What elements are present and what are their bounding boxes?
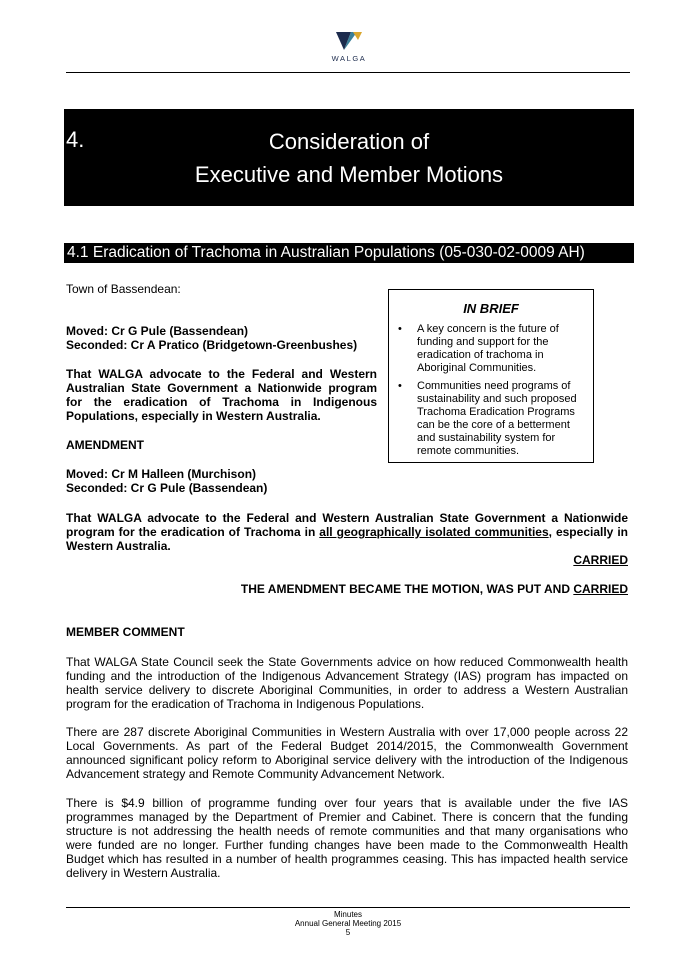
footer-line2: Annual General Meeting 2015 <box>294 919 402 928</box>
amended-motion-underlined: all geographically isolated communities <box>319 525 549 539</box>
carried-text: CARRIED <box>573 553 628 567</box>
member-comment-heading: MEMBER COMMENT <box>66 625 185 639</box>
result-text: THE AMENDMENT BECAME THE MOTION, WAS PUT AND <box>240 582 574 596</box>
in-brief-item-text: Communities need programs of sustainability and such proposed Trachoma Eradication Programs can be the core of a betterment and sustainability system for remote communities. <box>417 380 577 457</box>
section-title-line1: Consideration of <box>268 129 430 154</box>
bullet-icon: • <box>398 380 402 392</box>
mover-block <box>66 324 376 352</box>
logo-text: WALGA <box>331 54 367 63</box>
amendment-seconded-by: Seconded: Cr G Pule (Bassendean) <box>66 481 268 495</box>
amended-motion-part1: That WALGA advocate to the Federal and Western Australian State Government a Nationwide program for the eradication of Trachoma in <box>66 511 628 539</box>
amended-motion-text <box>66 511 628 553</box>
walga-logo <box>318 30 380 66</box>
in-brief-item-text: A key concern is the future of funding and support for the eradication of trachoma in Aboriginal Communities. <box>417 323 559 374</box>
comment-paragraph: That WALGA State Council seek the State Governments advice on how reduced Commonwealth health funding and the introduction of the Indigenous Advancement Strategy (IAS) program has impacted on health service delivery to discrete Aboriginal Communities, in order to address a Western Australian program for the eradication of Trachoma in Indigenous Populations. <box>66 655 628 711</box>
carried-label <box>66 553 628 567</box>
footer-divider <box>66 907 630 908</box>
bullet-icon: • <box>398 323 402 335</box>
section-banner <box>64 109 634 206</box>
amendment-mover-block <box>66 467 376 495</box>
proposer: Town of Bassendean: <box>66 282 181 296</box>
walga-logo-icon <box>334 30 364 52</box>
motion-text: That WALGA advocate to the Federal and Western Australian State Government a Nationwide program for the eradication of Trachoma in Indigenous Populations, especially in Western Australia. <box>66 367 377 423</box>
section-title-line2: Executive and Member Motions <box>194 162 504 187</box>
in-brief-list <box>389 323 589 463</box>
seconded-by: Seconded: Cr A Pratico (Bridgetown-Greenbushes) <box>66 338 358 352</box>
header-divider <box>66 72 630 73</box>
comment-paragraph: There is $4.9 billion of programme funding over four years that is available under the five IAS programmes managed by the Department of Premier and Cabinet. There is concern that the funding structure is not addressing the health needs of remote communities and that many organisations who were funded are no longer. Further funding changes have been made to the Commonwealth Health Budget which has resulted in a number of health programmes ceasing. This has impacted health service delivery in Western Australia. <box>66 796 628 880</box>
in-brief-box <box>388 289 594 463</box>
in-brief-item <box>389 323 589 375</box>
moved-by: Moved: Cr G Pule (Bassendean) <box>66 324 249 338</box>
in-brief-title: IN BRIEF <box>463 301 519 316</box>
item-heading: 4.1 Eradication of Trachoma in Australian Populations (05-030-02-0009 AH) <box>64 243 634 263</box>
result-carried: CARRIED <box>573 582 628 596</box>
footer-line1: Minutes <box>333 910 362 919</box>
amended-motion-part2: , especially in Western Australia. <box>66 525 628 553</box>
amendment-moved-by: Moved: Cr M Halleen (Murchison) <box>66 467 257 481</box>
comment-paragraph: There are 287 discrete Aboriginal Communities in Western Australia with over 17,000 people across 22 Local Governments. As part of the Federal Budget 2014/2015, the Commonwealth Government announced significant policy reform to Aboriginal service delivery with the introduction of the Indigenous Advancement strategy and Remote Community Advancement Network. <box>66 725 628 781</box>
section-title <box>64 125 634 191</box>
result-statement <box>66 582 628 596</box>
page-number: 5 <box>345 928 351 937</box>
section-number: 4. <box>66 127 85 152</box>
amendment-label: AMENDMENT <box>66 438 144 452</box>
in-brief-item <box>389 380 589 458</box>
